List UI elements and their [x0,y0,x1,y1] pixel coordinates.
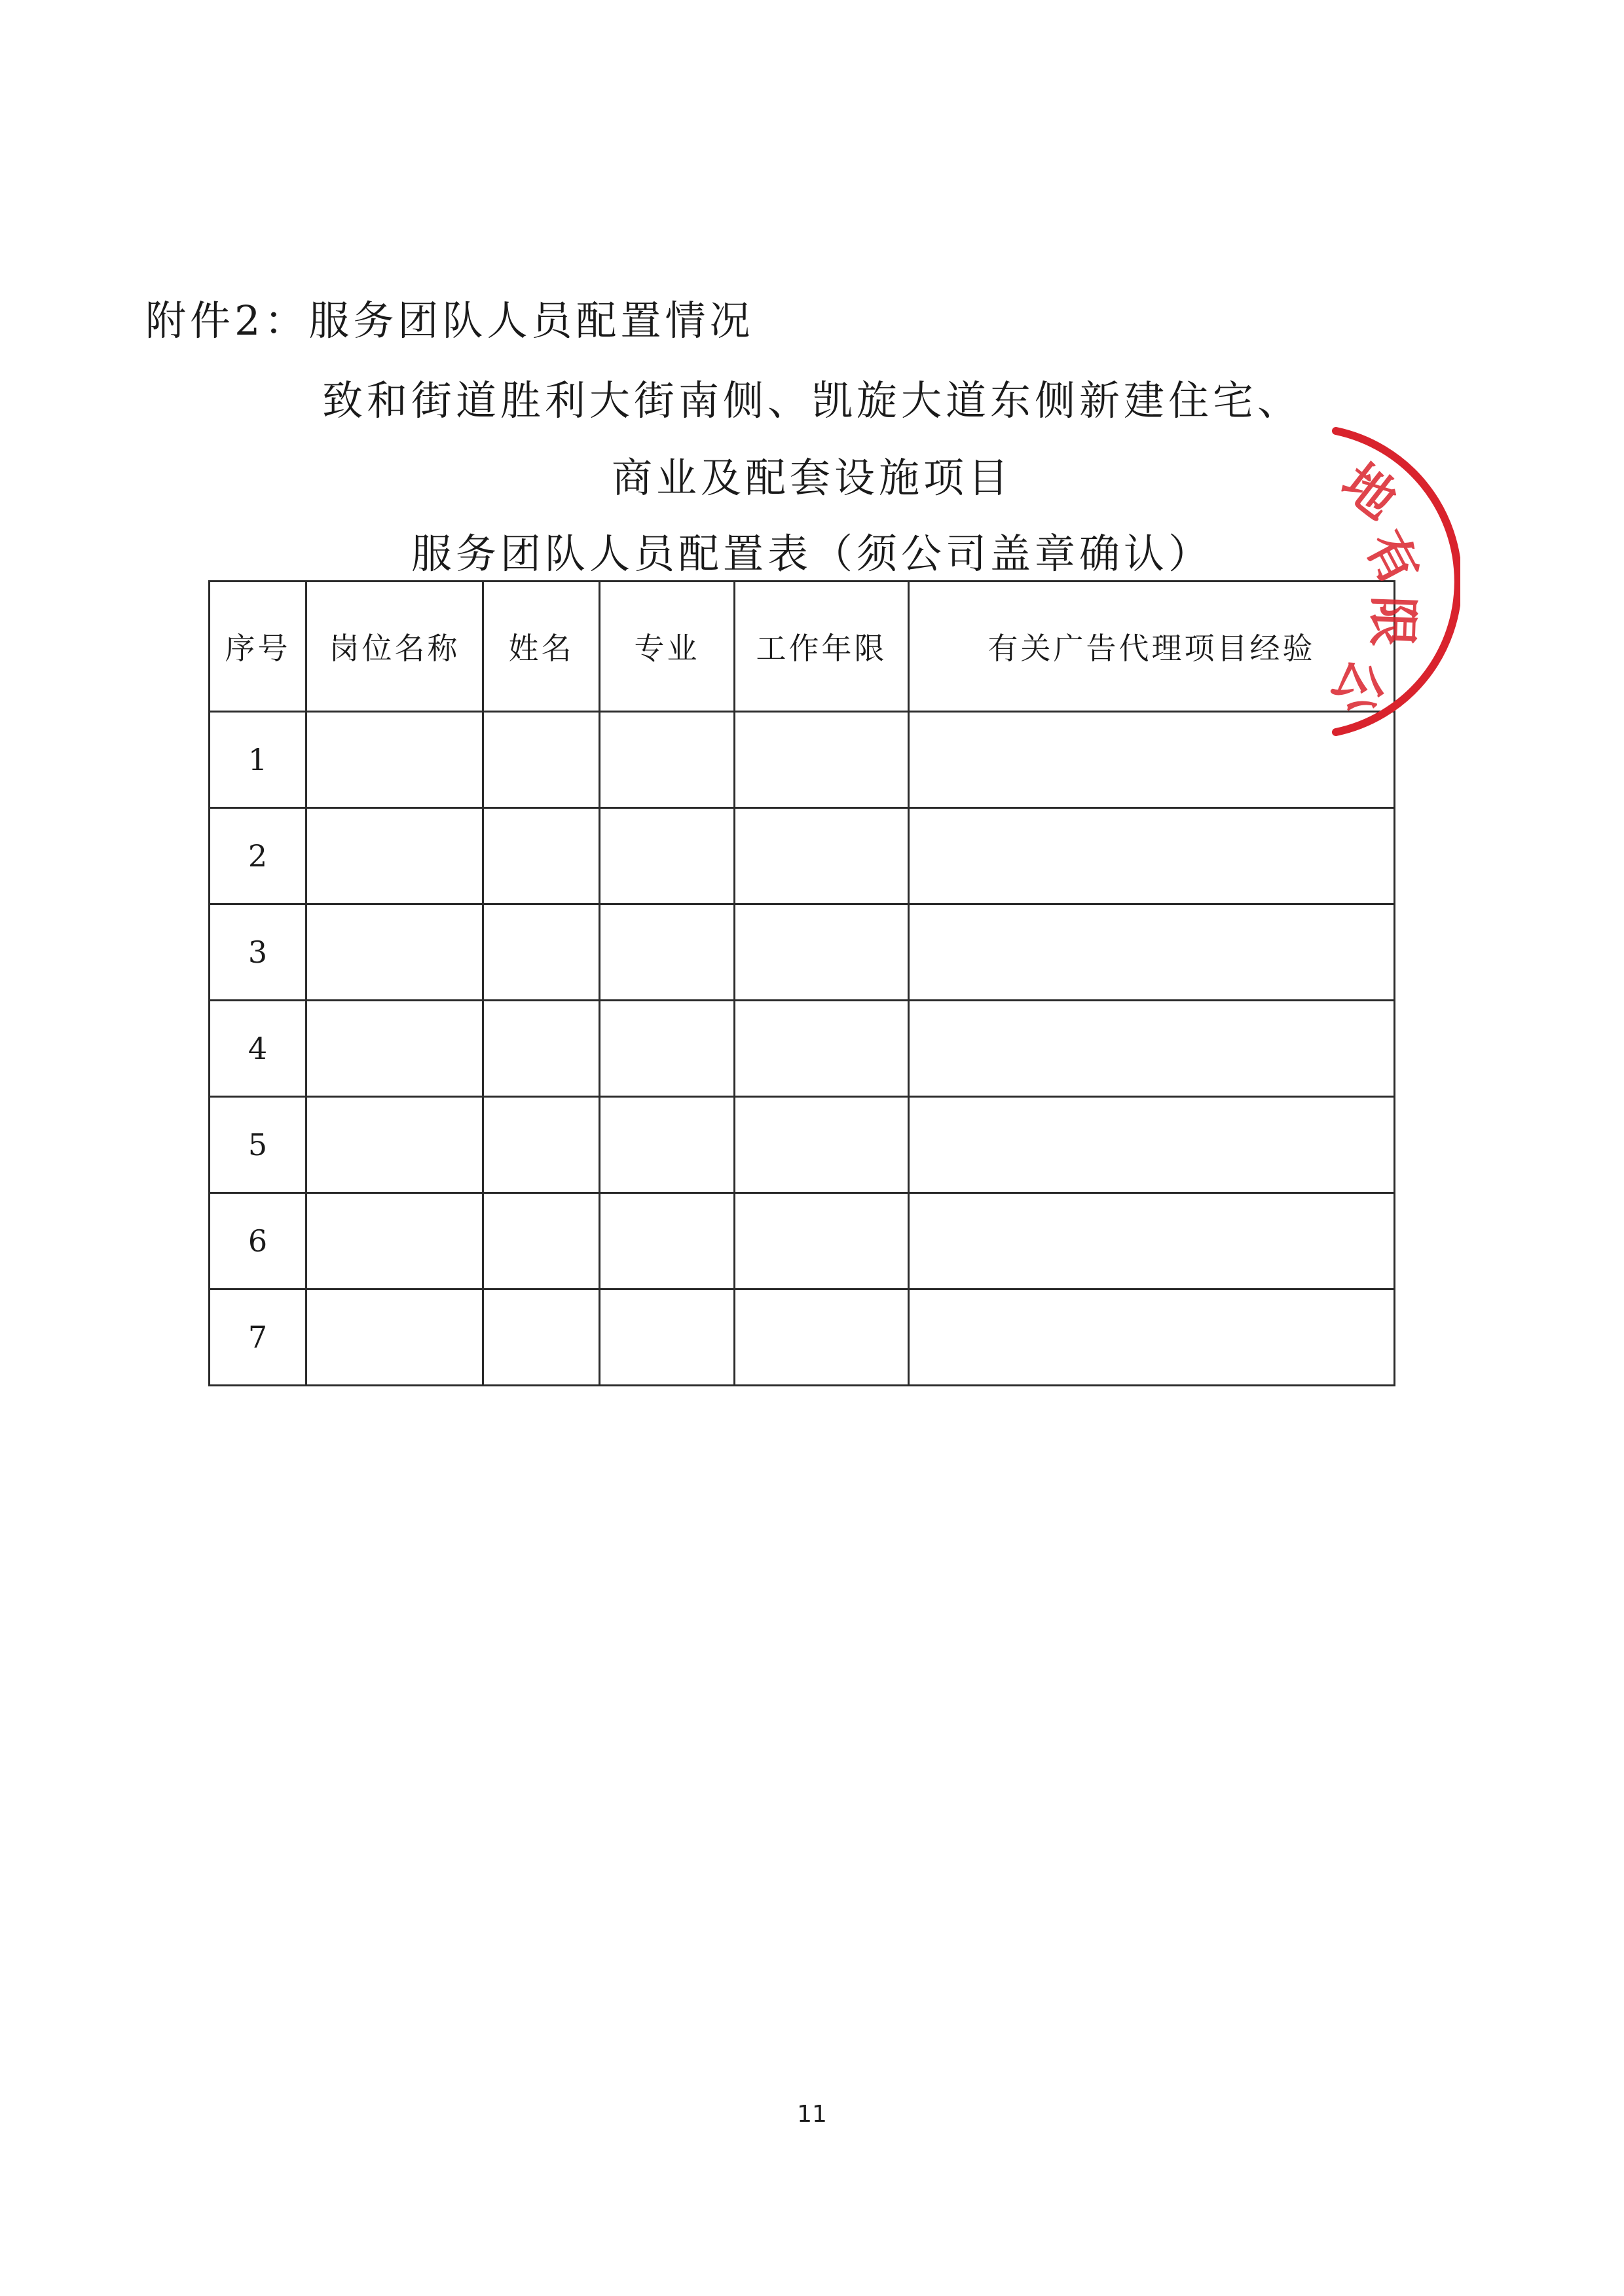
cell-name [483,1289,600,1386]
cell-major [600,1097,735,1193]
cell-serial-number: 3 [210,904,306,1001]
table-row [210,808,1395,904]
table-header-row [210,582,1395,712]
seal-char: 地 [1331,452,1408,531]
staff-configuration-table-container [208,580,1393,1386]
cell-work-years [735,1193,909,1289]
cell-name [483,1001,600,1097]
cell-major [600,1289,735,1386]
cell-serial-number: 1 [210,712,306,808]
cell-name [483,1193,600,1289]
cell-name [483,1097,600,1193]
header-name: 姓名 [483,582,600,712]
cell-serial-number: 5 [210,1097,306,1193]
cell-serial-number: 6 [210,1193,306,1289]
seal-char: 限 [1361,595,1424,648]
cell-position-name [306,712,483,808]
cell-serial-number: 4 [210,1001,306,1097]
cell-experience [909,808,1395,904]
cell-experience [909,904,1395,1001]
cell-work-years [735,1097,909,1193]
cell-major [600,904,735,1001]
cell-experience [909,1001,1395,1097]
header-position-name: 岗位名称 [306,582,483,712]
cell-major [600,1193,735,1289]
cell-name [483,808,600,904]
staff-configuration-table [208,580,1395,1386]
document-title-line-1: 致和街道胜利大街南侧、凯旋大道东侧新建住宅、 [322,377,1302,424]
cell-name [483,904,600,1001]
attachment-title: 附件2：服务团队人员配置情况 [145,297,754,344]
header-major: 专业 [600,582,735,712]
cell-experience [909,712,1395,808]
cell-experience [909,1097,1395,1193]
table-row [210,1193,1395,1289]
cell-work-years [735,1001,909,1097]
table-row [210,1001,1395,1097]
cell-work-years [735,904,909,1001]
header-serial-number: 序号 [210,582,306,712]
table-row [210,904,1395,1001]
cell-major [600,712,735,808]
page-number: 11 [797,2101,827,2128]
cell-position-name [306,1193,483,1289]
cell-work-years [735,712,909,808]
cell-serial-number: 2 [210,808,306,904]
cell-position-name [306,808,483,904]
cell-position-name [306,904,483,1001]
header-work-years: 工作年限 [735,582,909,712]
cell-major [600,1001,735,1097]
cell-position-name [306,1001,483,1097]
table-row [210,1097,1395,1193]
header-ad-agency-experience: 有关广告代理项目经验 [909,582,1395,712]
table-row [210,712,1395,808]
table-row [210,1289,1395,1386]
cell-major [600,808,735,904]
seal-char: 公 [1319,650,1397,725]
cell-name [483,712,600,808]
cell-position-name [306,1097,483,1193]
cell-experience [909,1289,1395,1386]
document-title-line-3: 服务团队人员配置表（须公司盖章确认） [411,530,1213,578]
cell-serial-number: 7 [210,1289,306,1386]
cell-position-name [306,1289,483,1386]
document-title-line-2: 商业及配套设施项目 [611,454,1012,502]
cell-work-years [735,1289,909,1386]
cell-experience [909,1193,1395,1289]
cell-work-years [735,808,909,904]
seal-char: 有 [1354,521,1431,595]
